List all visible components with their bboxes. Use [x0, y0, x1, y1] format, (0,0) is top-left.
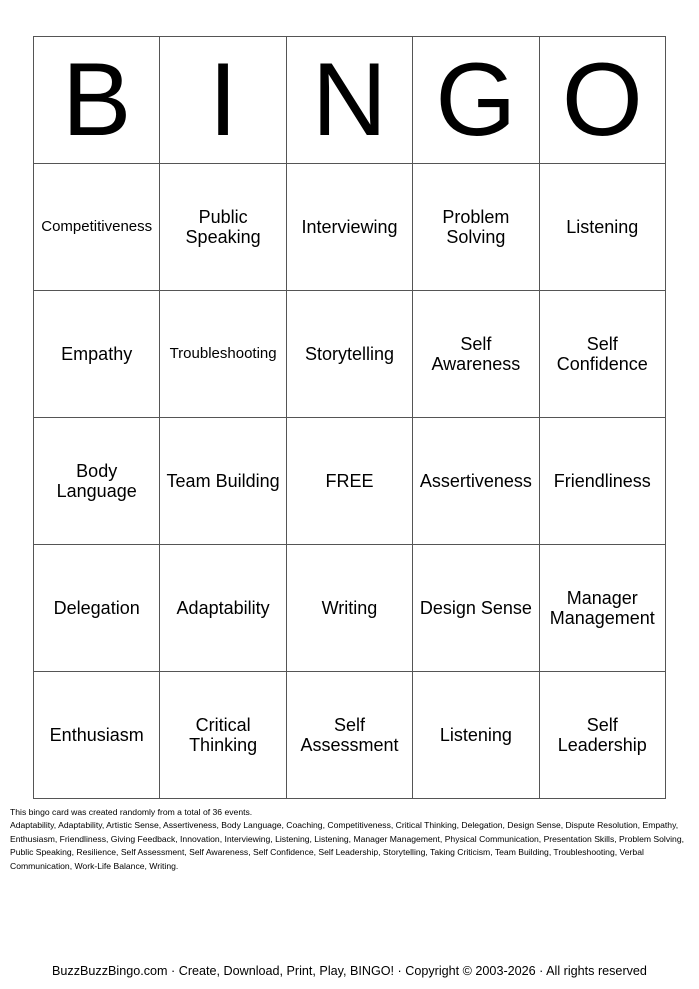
header-letter: I — [160, 37, 286, 164]
header-letter: N — [286, 37, 412, 164]
bingo-cell: Self Confidence — [539, 291, 665, 418]
bingo-cell: Team Building — [160, 418, 286, 545]
bingo-cell: Writing — [286, 545, 412, 672]
site-footer: BuzzBuzzBingo.com · Create, Download, Print, Play, BINGO! · Copyright © 2003-2026 · All rights reserved — [52, 964, 647, 978]
bingo-cell: Interviewing — [286, 164, 412, 291]
header-letter: G — [413, 37, 539, 164]
bingo-cell: Public Speaking — [160, 164, 286, 291]
bingo-row — [34, 418, 666, 545]
bingo-card — [33, 36, 666, 799]
header-letter: B — [34, 37, 160, 164]
bingo-cell: Problem Solving — [413, 164, 539, 291]
bingo-row — [34, 545, 666, 672]
bingo-cell: Delegation — [34, 545, 160, 672]
bingo-cell: Assertiveness — [413, 418, 539, 545]
event-notes — [10, 806, 690, 873]
free-space-cell: FREE — [286, 418, 412, 545]
bingo-cell: Adaptability — [160, 545, 286, 672]
bingo-row — [34, 291, 666, 418]
bingo-cell: Body Language — [34, 418, 160, 545]
header-letter: O — [539, 37, 665, 164]
bingo-cell: Design Sense — [413, 545, 539, 672]
bingo-cell: Listening — [413, 672, 539, 799]
bingo-cell: Listening — [539, 164, 665, 291]
bingo-cell: Troubleshooting — [160, 291, 286, 418]
notes-event-list: Adaptability, Adaptability, Artistic Sense, Assertiveness, Body Language, Coaching, Competitiveness, Critical Thinking, Delegation, Design Sense, Dispute Resolution, Empathy, Enthusiasm, Friendliness, Giving Feedback, Innovation, Interviewing, Listening, Listening, Manager Management, Physical Communication, Presentation Skills, Problem Solving, Public Speaking, Resilience, Self Assessment, Self Awareness, Self Confidence, Self Leadership, Storytelling, Taking Criticism, Team Building, Troubleshooting, Verbal Communication, Work-Life Balance, Writing. — [10, 820, 684, 871]
bingo-cell: Empathy — [34, 291, 160, 418]
notes-intro: This bingo card was created randomly from a total of 36 events. — [10, 807, 253, 817]
bingo-row — [34, 672, 666, 799]
bingo-cell: Self Awareness — [413, 291, 539, 418]
bingo-cell: Competitiveness — [34, 164, 160, 291]
bingo-cell: Manager Management — [539, 545, 665, 672]
bingo-header-row — [34, 37, 666, 164]
bingo-cell: Enthusiasm — [34, 672, 160, 799]
bingo-cell: Self Leadership — [539, 672, 665, 799]
bingo-cell: Friendliness — [539, 418, 665, 545]
bingo-row — [34, 164, 666, 291]
bingo-cell: Critical Thinking — [160, 672, 286, 799]
bingo-cell: Storytelling — [286, 291, 412, 418]
bingo-cell: Self Assessment — [286, 672, 412, 799]
